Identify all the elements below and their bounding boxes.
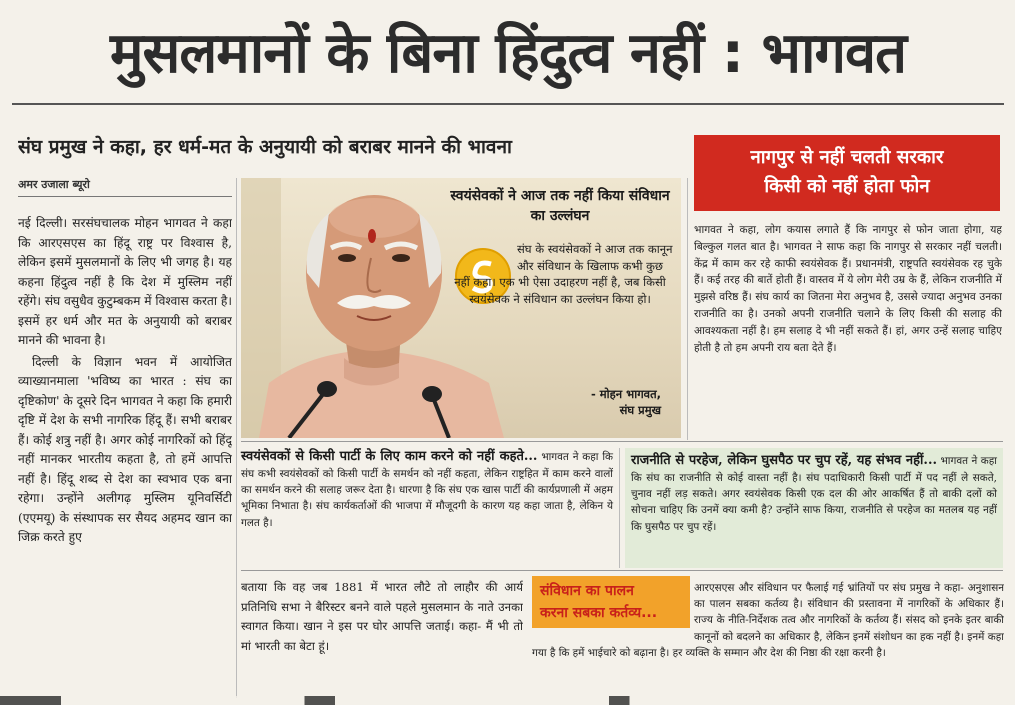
left-column-text (18, 214, 232, 705)
section-politics (625, 448, 1003, 568)
constitution-headline-line2: करना सबका कर्तव्य... (540, 605, 658, 621)
next-article-strip (0, 696, 1015, 705)
column-divider (236, 178, 237, 698)
constitution-headline-box (532, 576, 690, 628)
pull-quote-body (445, 241, 675, 307)
bottom-right-body: आरएसएस और संविधान पर फैलाई गई भ्रांतियों पर संघ प्रमुख ने कहा- अनुशासन का पालन सबका कर्तव्य है। संविधान की प्रस्तावना में नागरिकों के अधिकार हैं। राज्य के नीति-निर्देशक तत्व और नागरिकों के कर्तव्य हैं। संसद को इनके इतर बाकी कानूनों को बदलने का अधिकार है, लेकिन इनमें संशोधन का हक नहीं है। इनमें कहा गया है कि हमें भाईचारे को बढ़ाना है। हर व्यक्ति के सम्मान और देश की निष्ठा की रक्षा करनी है। (532, 582, 1004, 659)
pull-quote-author-name: - मोहन भागवत, (591, 387, 661, 401)
section-politics-content (631, 452, 997, 535)
pull-quote-body-indent: संघ के स्वयंसेवकों ने आज तक कानून और संविधान के खिलाफ कभी कुछ (517, 242, 673, 273)
section-party-work (241, 448, 613, 568)
left-paragraph-1: नई दिल्ली। सरसंघचालक मोहन भागवत ने कहा कि आरएसएस का हिंदू राष्ट्र पर विश्वास है, लेकिन इसमें मुसलमानों के लिए भी जगह है। यह कहना हिंदुत्व नहीं है कि देश में मुस्लिम नहीं रहेंगे। संघ वसुधैव कुटुम्बकम में विश्वास करता है। इसमें हर धर्म और मत के अनुयायी को बराबर मानने की भावना है। (18, 216, 232, 347)
byline: अमर उजाला ब्यूरो (18, 178, 90, 191)
section-party-work-body: भागवत ने कहा कि संघ कभी स्वयंसेवकों को किसी पार्टी के समर्थन को नहीं कहता, लेकिन राष्ट्रहित में काम करने वालों का समर्थन करने की सलाह जरूर देता है। धारणा है कि संघ एक खास पार्टी की कार्यप्रणाली में अहम भूमिका निभाता है। संघ कार्यकर्ताओं की भाजपा में मौजूदगी के कारण यह कहा जाता है, लेकिन ये गलत है। (241, 451, 613, 529)
sidebar-headline-line1: नागपुर से नहीं चलती सरकार (750, 147, 944, 168)
sidebar-headline-line2: किसी को नहीं होता फोन (764, 176, 930, 197)
column-divider (619, 448, 620, 568)
left-paragraph-2: दिल्ली के विज्ञान भवन में आयोजित व्याख्यानमाला 'भविष्य का भारत : संघ का दृष्टिकोण' के दूसरे दिन भागवत ने कहा कि हमारी दृष्टि में देश के सभी नागरिक हिंदू हैं। सभी बराबर हैं। कोई शत्रु नहीं है। अगर कोई नागरिकों को हिंदू नहीं मानकर भारतीय कहता है, तो हमें आपत्ति नहीं है। हिंदू शब्द से देश का स्वभाव एक बना रहेगा। उन्होंने अलीगढ़ मुस्लिम यूनिवर्सिटी (एएमयू) के संस्थापक सर सैयद अहमद खान का जिक्र करते हुए (18, 354, 232, 544)
section-politics-title: राजनीति से परहेज, लेकिन घुसपैठ पर चुप रहें, यह संभव नहीं... (631, 453, 937, 468)
headline-rule (12, 103, 1004, 105)
pull-quote (445, 186, 675, 430)
section-politics-body: भागवत ने कहा कि संघ का राजनीति से कोई वास्ता नहीं है। संघ पदाधिकारी किसी पार्टी में पद नहीं ले सकते, चुनाव नहीं लड़ सकते। अगर स्वयंसेवक किसी एक दल की ओर आकर्षित हैं तो बाकी दलों को सोचना चाहिए कि उनमें क्या कमी है? उन्होंने साफ किया, राजनीति से परहेज का मतलब यह नहीं कि घुसपैठ पर चुप रहें। (631, 455, 997, 533)
section-rule (241, 441, 1003, 442)
column-divider (687, 178, 688, 440)
headline: मुसलमानों के बिना हिंदुत्व नहीं : भागवत (109, 21, 907, 86)
byline-rule (18, 196, 232, 197)
pull-quote-title: स्वयंसेवकों ने आज तक नहीं किया संविधान का उल्लंघन (450, 188, 670, 224)
bottom-left-text: बताया कि वह जब 1881 में भारत लौटे तो लाहौर की आर्य प्रतिनिधि सभा ने बैरिस्टर बनने वाले पहले मुसलमान के नाते उनका स्वागत किया। खान ने इस पर घोर आपत्ति जताई। कहा- मैं भी तो मां भारती का बेटा हूं। (241, 580, 523, 653)
section-party-work-content (241, 448, 613, 531)
constitution-headline-line1: संविधान का पालन (540, 583, 634, 599)
section-party-work-title: स्वयंसेवकों से किसी पार्टी के लिए काम करने को नहीं कहते... (241, 449, 538, 464)
pull-quote-author (591, 386, 661, 418)
subheadline: संघ प्रमुख ने कहा, हर धर्म-मत के अनुयायी को बराबर मानने की भावना (18, 136, 512, 158)
sidebar-headline-box (694, 135, 1000, 211)
pull-quote-body-rest: नहीं कहा। एक भी ऐसा उदाहरण नहीं है, जब किसी स्वयंसेवक ने संविधान का उल्लंघन किया हो। (454, 275, 666, 306)
pull-quote-author-role: संघ प्रमुख (619, 403, 661, 417)
section-rule (241, 570, 1003, 571)
right-column-text: भागवत ने कहा, लोग कयास लगाते हैं कि नागपुर से फोन जाता होगा, यह बिल्कुल गलत बात है। भागवत ने साफ कहा कि नागपुर से सरकार नहीं चलती। केंद्र में काम कर रहे काफी स्वयंसेवक हैं। प्रधानमंत्री, राष्ट्रपति स्वयंसेवक रह चुके हैं। कई तरह की बातें होती हैं। वास्तव में ये लोग मेरी उम्र के हैं, लेकिन राजनीति में मुझसे वरिष्ठ हैं। संघ कार्य का जितना मेरा अनुभव है, उससे ज्यादा अनुभव उनका राजनीति का है। उनको अपनी राजनीति चलाने के लिए किसी की सलाह की आवश्यकता नहीं है। हम सलाह दे भी नहीं सकते हैं। हां, अगर उन्हें सलाह चाहिए होती है तो हम अपनी राय बता देते हैं। (694, 224, 1002, 354)
